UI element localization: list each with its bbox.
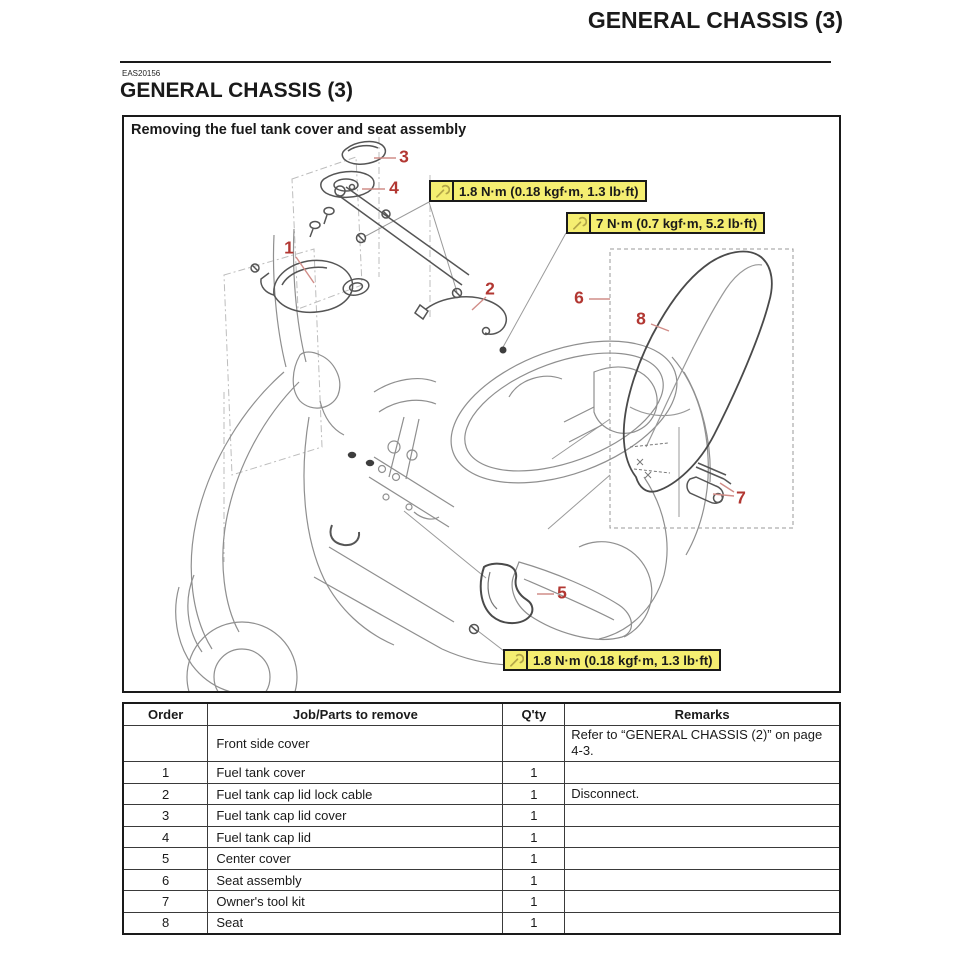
cell-job: Fuel tank cap lid lock cable (208, 783, 503, 805)
cell-qty: 1 (503, 826, 565, 848)
figure-box (122, 115, 841, 693)
table-row (123, 869, 840, 891)
cell-job: Fuel tank cap lid (208, 826, 503, 848)
cell-job: Seat (208, 912, 503, 934)
table-row (123, 783, 840, 805)
table-row (123, 912, 840, 934)
callout-2: 2 (485, 278, 495, 299)
cell-remarks (565, 848, 840, 870)
torque-label-1 (429, 180, 647, 202)
col-header-order: Order (123, 703, 208, 725)
cell-job: Fuel tank cover (208, 762, 503, 784)
callout-7: 7 (736, 487, 746, 508)
scooter-body (176, 229, 711, 691)
callout-8: 8 (636, 308, 646, 329)
callout-1: 1 (284, 237, 294, 258)
torque-label-3 (503, 649, 721, 671)
leader-lines (364, 202, 679, 651)
callout-4: 4 (389, 177, 399, 198)
seat-assembly-dashed-box (610, 249, 793, 528)
table-row (123, 848, 840, 870)
cell-qty (503, 725, 565, 762)
callout-5: 5 (557, 582, 567, 603)
exploded-diagram (124, 117, 839, 691)
cell-order: 2 (123, 783, 208, 805)
torque-wrench-icon (431, 182, 454, 200)
table-header-row (123, 703, 840, 725)
cell-order: 6 (123, 869, 208, 891)
table-row (123, 826, 840, 848)
cell-qty: 1 (503, 805, 565, 827)
callout-3: 3 (399, 146, 409, 167)
torque-wrench-icon (505, 651, 528, 669)
cell-remarks (565, 891, 840, 913)
cell-order: 3 (123, 805, 208, 827)
center-cover-part (481, 564, 533, 623)
figure-caption: Removing the fuel tank cover and seat assembly (131, 122, 467, 138)
torque-wrench-icon (568, 214, 591, 232)
cell-job: Owner's tool kit (208, 891, 503, 913)
eas-code: EAS20156 (122, 69, 161, 78)
cell-qty: 1 (503, 891, 565, 913)
cell-order: 7 (123, 891, 208, 913)
cell-order (123, 725, 208, 762)
torque-label-2 (566, 212, 765, 234)
seat-part (624, 252, 772, 492)
cell-qty: 1 (503, 848, 565, 870)
cell-remarks (565, 805, 840, 827)
bolt-heads (348, 347, 507, 467)
table-row (123, 725, 840, 762)
cell-remarks (565, 762, 840, 784)
cell-remarks (565, 826, 840, 848)
col-header-qty: Q'ty (503, 703, 565, 725)
section-title: GENERAL CHASSIS (3) (120, 79, 353, 102)
cell-qty: 1 (503, 783, 565, 805)
parts-table (122, 702, 841, 935)
cell-order: 8 (123, 912, 208, 934)
cell-order: 4 (123, 826, 208, 848)
cell-remarks (565, 869, 840, 891)
cell-job: Center cover (208, 848, 503, 870)
torque-value: 1.8 N·m (0.18 kgf·m, 1.3 lb·ft) (459, 183, 639, 199)
header-divider (120, 61, 831, 63)
table-row (123, 762, 840, 784)
cell-order: 5 (123, 848, 208, 870)
cell-remarks: Disconnect. (565, 783, 840, 805)
cell-order: 1 (123, 762, 208, 784)
cell-remarks (565, 912, 840, 934)
callout-6: 6 (574, 287, 584, 308)
table-row (123, 805, 840, 827)
torque-value: 1.8 N·m (0.18 kgf·m, 1.3 lb·ft) (533, 652, 713, 668)
page-header-title: GENERAL CHASSIS (3) (587, 7, 843, 33)
cell-job: Seat assembly (208, 869, 503, 891)
col-header-remarks: Remarks (565, 703, 840, 725)
cell-job: Front side cover (208, 725, 503, 762)
construction-lines (224, 137, 430, 562)
cell-remarks: Refer to “GENERAL CHASSIS (2)” on page 4-3. (565, 725, 840, 762)
cell-job: Fuel tank cap lid cover (208, 805, 503, 827)
cell-qty: 1 (503, 912, 565, 934)
table-row (123, 891, 840, 913)
torque-value: 7 N·m (0.7 kgf·m, 5.2 lb·ft) (596, 215, 758, 231)
cell-qty: 1 (503, 869, 565, 891)
cell-qty: 1 (503, 762, 565, 784)
col-header-job: Job/Parts to remove (208, 703, 503, 725)
